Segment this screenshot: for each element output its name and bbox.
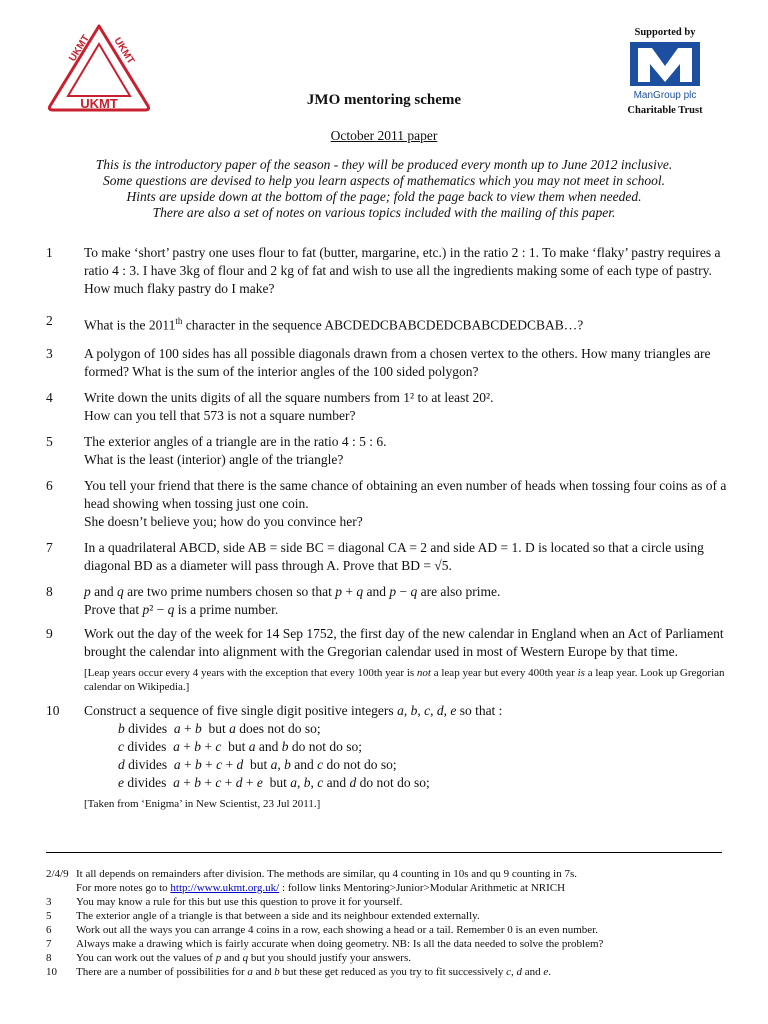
condition-line: c divides a + b + c but a and b do not do so; [118,738,363,754]
hint-text: You can work out the values of p and q but you should justify your answers. [76,952,411,964]
question-item [46,345,732,381]
hints-section [46,867,736,979]
svg-text:UKMT: UKMT [67,33,92,64]
intro-line: Some questions are devised to help you learn aspects of mathematics which you may not meet in school. [103,173,665,188]
question-text: To make ‘short’ pastry one uses flour to fat (butter, margarine, etc.) in the ratio 2 : 1. To make ‘flaky’ pastry requires a ratio 4 : 3. I have 3kg of flour and 2 kg of fat and wish to use all the ingredients making some of each type of pastry. How much flaky pastry do I make? [84,245,721,296]
question-number: 3 [46,345,53,361]
hint-text: : follow links Mentoring>Junior>Modular Arithmetic at NRICH [279,882,566,894]
hint-text: The exterior angle of a triangle is that between a side and its neighbour extended externally. [76,910,480,922]
hint-number: 2/4/9 [46,868,69,880]
question-text: p and q are two prime numbers chosen so that p + q and p − q are also prime. Prove that p² − q is a prime number. [84,583,501,617]
question-item [46,477,732,531]
hint-item [46,937,736,951]
question-list [46,244,732,811]
hint-text: You may know a rule for this but use this question to prove it for yourself. [76,896,403,908]
question-text: How can you tell that 573 is not a square number? [84,407,356,423]
question-note: [Leap years occur every 4 years with the exception that every 100th year is not a leap year but every 400th year is a leap year. Look up Gregorian calendar on Wikipedia.] [84,666,725,693]
hint-item [46,881,736,895]
supported-by-label: Supported by [634,27,696,38]
question-text: In a quadrilateral ABCD, side AB = side BC = diagonal CA = 2 and side AD = 1. D is located so that a circle using diagonal BD as a diameter will pass through A. Prove that BD = √5. [84,539,704,573]
question-text: What is the least (interior) angle of the triangle? [84,451,344,467]
hint-number: 6 [46,924,52,936]
svg-text:UKMT: UKMT [111,35,137,67]
logo-text: UKMT [80,96,118,111]
question-item [46,244,732,298]
question-text: Construct a sequence of five single digit positive integers a, b, c, d, e so that : [84,702,503,718]
question-text: A polygon of 100 sides has all possible diagonals drawn from a chosen vertex to the others. How many triangles are formed? What is the sum of the interior angles of the 100 sided polygon? [84,345,711,379]
hint-item [46,923,736,937]
hint-number: 7 [46,938,52,950]
page-subtitle: October 2011 paper [330,128,438,143]
hint-number: 5 [46,910,52,922]
question-item [46,702,732,811]
question-text: The exterior angles of a triangle are in the ratio 4 : 5 : 6. [84,433,387,449]
hints-divider [46,852,722,853]
intro-line: There are also a set of notes on various topics included with the mailing of this paper. [152,205,616,220]
question-number: 10 [46,702,60,718]
question-text: What is the 2011th character in the sequence ABCDEDCBABCDEDCBABCDEDCBAB…? [84,316,584,333]
hint-item [46,895,736,909]
ukmt-link[interactable]: http://www.ukmt.org.uk/ [170,882,280,894]
question-text: Write down the units digits of all the square numbers from 1² to at least 20². [84,389,494,405]
condition-line: b divides a + b but a does not do so; [118,720,321,736]
hint-number: 3 [46,896,52,908]
sponsor-trust: Charitable Trust [627,105,703,116]
hint-text: Work out all the ways you can arrange 4 coins in a row, each showing a head or a tail. Remember 0 is an even number. [76,924,598,936]
question-text: Work out the day of the week for 14 Sep 1752, the first day of the new calendar in England when an Act of Parliament brought the calendar into alignment with the Gregorian calendar used in most of Western Europe by that time. [84,625,724,659]
condition-line: e divides a + b + c + d + e but a, b, c and d do not do so; [118,774,430,790]
question-number: 8 [46,583,53,599]
hint-text: For more notes go to [76,882,168,894]
question-item [46,539,732,575]
hint-item [46,909,736,923]
hint-number: 10 [46,966,57,978]
question-item [46,433,732,469]
question-number: 2 [46,313,53,328]
hint-text: It all depends on remainders after division. The methods are similar, qu 4 counting in 10s and qu 9 counting in 7s. [76,868,577,880]
question-item [46,625,732,694]
hint-item [46,965,736,979]
hint-number [46,881,76,895]
hint-item [46,951,736,965]
question-text: You tell your friend that there is the same chance of obtaining an even number of heads when tossing four coins as of a head showing when tossing just one coin. [84,477,727,511]
question-number: 5 [46,433,53,449]
intro-line: Hints are upside down at the bottom of the page; fold the page back to view them when needed. [126,189,642,204]
question-number: 6 [46,477,53,493]
question-number: 7 [46,539,53,555]
hint-text: Always make a drawing which is fairly accurate when doing geometry. NB: Is all the data needed to solve the problem? [76,938,604,950]
question-item [46,312,732,335]
intro-text [40,157,728,221]
question-number: 4 [46,389,53,405]
question-item [46,389,732,425]
question-number: 9 [46,625,53,641]
intro-line: This is the introductory paper of the season - they will be produced every month up to June 2012 inclusive. [95,157,673,172]
hint-text: There are a number of possibilities for a and b but these get reduced as you try to fit successively c, d and e. [76,966,552,978]
hint-number: 8 [46,952,52,964]
page-title: JMO mentoring scheme [306,92,462,108]
question-text: She doesn’t believe you; how do you convince her? [84,513,363,529]
question-number: 1 [46,245,53,260]
sponsor-name: ManGroup plc [633,90,697,101]
hint-item [46,867,736,881]
question-item [46,583,732,619]
condition-line: d divides a + b + c + d but a, b and c do not do so; [118,756,397,772]
question-note: [Taken from ‘Enigma’ in New Scientist, 23 Jul 2011.] [84,797,321,810]
